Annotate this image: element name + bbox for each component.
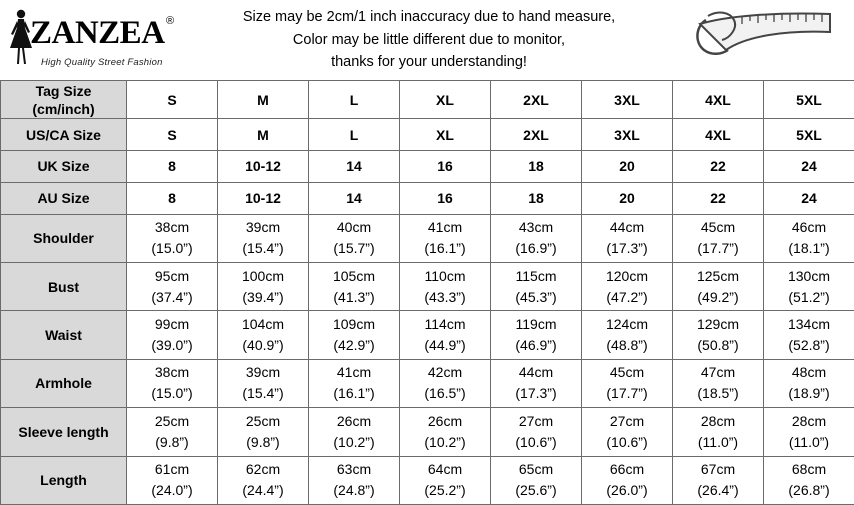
measurement-cell <box>673 359 764 407</box>
cm-value: 95cm <box>154 267 190 284</box>
size-cell: 10-12 <box>218 150 309 182</box>
brand-logo <box>6 6 176 70</box>
row-label-text: Tag Size <box>35 82 92 99</box>
measurement-cell <box>218 359 309 407</box>
size-cell: 24 <box>764 182 854 214</box>
inch-value: (39.0”) <box>151 337 193 354</box>
inch-value: (25.6”) <box>515 482 557 499</box>
size-cell: 5XL <box>764 81 854 119</box>
cm-value: 130cm <box>787 267 831 284</box>
cm-value: 65cm <box>518 461 554 478</box>
cm-value: 43cm <box>518 219 554 236</box>
size-chart-table <box>0 80 854 505</box>
size-cell: 2XL <box>491 119 582 151</box>
size-row <box>1 182 854 214</box>
row-label <box>1 81 127 119</box>
inch-value: (11.0”) <box>788 433 830 450</box>
cm-value: 40cm <box>336 219 372 236</box>
cm-value: 26cm <box>427 412 463 429</box>
inch-value: (47.2”) <box>606 288 648 305</box>
cm-value: 44cm <box>518 364 554 381</box>
measurement-row <box>1 311 854 359</box>
inch-value: (10.6”) <box>515 433 557 450</box>
measurement-cell <box>400 311 491 359</box>
inch-value: (41.3”) <box>333 288 375 305</box>
measurement-cell <box>491 359 582 407</box>
measurement-cell <box>400 408 491 456</box>
measurement-cell <box>400 359 491 407</box>
row-label: Shoulder <box>1 214 127 262</box>
notice-line: thanks for your understanding! <box>331 54 527 70</box>
size-cell: XL <box>400 81 491 119</box>
size-cell: M <box>218 81 309 119</box>
size-cell: 18 <box>491 182 582 214</box>
inch-value: (10.6”) <box>606 433 648 450</box>
inch-value: (9.8”) <box>155 433 189 450</box>
inch-value: (16.9”) <box>515 240 557 257</box>
measurement-cell <box>582 263 673 311</box>
measurement-row <box>1 214 854 262</box>
size-cell: 4XL <box>673 119 764 151</box>
row-label-text: AU Size <box>37 190 90 207</box>
measurement-cell <box>309 359 400 407</box>
measurement-cell <box>127 456 218 504</box>
measurement-cell <box>127 263 218 311</box>
inch-value: (15.0”) <box>151 385 193 402</box>
cm-value: 63cm <box>336 461 372 478</box>
inch-value: (16.1”) <box>333 385 375 402</box>
measurement-cell <box>218 311 309 359</box>
size-cell: 8 <box>127 150 218 182</box>
cm-value: 25cm <box>154 412 190 429</box>
measurement-notice <box>200 6 658 74</box>
cm-value: 110cm <box>424 267 466 284</box>
size-row <box>1 119 854 151</box>
size-cell: 2XL <box>491 81 582 119</box>
size-row <box>1 81 854 119</box>
cm-value: 28cm <box>700 412 736 429</box>
inch-value: (24.0”) <box>151 482 193 499</box>
cm-value: 26cm <box>336 412 372 429</box>
cm-value: 45cm <box>700 219 736 236</box>
size-cell: L <box>309 81 400 119</box>
measurement-cell <box>309 408 400 456</box>
row-label: Armhole <box>1 359 127 407</box>
measurement-cell <box>491 263 582 311</box>
cm-value: 61cm <box>154 461 190 478</box>
size-cell: 16 <box>400 150 491 182</box>
inch-value: (44.9”) <box>424 337 466 354</box>
row-label-text: (cm/inch) <box>32 100 95 117</box>
cm-value: 114cm <box>424 316 466 333</box>
cm-value: 25cm <box>245 412 281 429</box>
size-cell: 22 <box>673 150 764 182</box>
inch-value: (17.3”) <box>515 385 557 402</box>
inch-value: (18.1”) <box>788 240 830 257</box>
measurement-cell <box>218 214 309 262</box>
brand-tagline: High Quality Street Fashion <box>41 57 163 68</box>
cm-value: 48cm <box>791 364 827 381</box>
cm-value: 41cm <box>336 364 372 381</box>
size-cell: 20 <box>582 182 673 214</box>
measurement-row <box>1 359 854 407</box>
inch-value: (17.3”) <box>606 240 648 257</box>
inch-value: (42.9”) <box>333 337 375 354</box>
inch-value: (52.8”) <box>788 337 830 354</box>
row-label: Length <box>1 456 127 504</box>
inch-value: (51.2”) <box>788 288 830 305</box>
measurement-cell <box>582 359 673 407</box>
size-cell: 4XL <box>673 81 764 119</box>
inch-value: (26.4”) <box>697 482 739 499</box>
inch-value: (26.0”) <box>606 482 648 499</box>
cm-value: 124cm <box>605 316 649 333</box>
header <box>0 0 854 80</box>
inch-value: (16.1”) <box>424 240 466 257</box>
cm-value: 44cm <box>609 219 645 236</box>
measurement-cell <box>127 408 218 456</box>
measurement-cell <box>764 214 854 262</box>
cm-value: 119cm <box>515 316 557 333</box>
cm-value: 109cm <box>332 316 376 333</box>
measurement-cell <box>582 214 673 262</box>
inch-value: (18.9”) <box>788 385 830 402</box>
measurement-cell <box>309 263 400 311</box>
inch-value: (43.3”) <box>424 288 466 305</box>
size-row <box>1 150 854 182</box>
cm-value: 64cm <box>427 461 463 478</box>
measurement-cell <box>764 456 854 504</box>
cm-value: 39cm <box>245 364 281 381</box>
row-label: Sleeve length <box>1 408 127 456</box>
size-cell: S <box>127 119 218 151</box>
size-cell: 18 <box>491 150 582 182</box>
inch-value: (15.4”) <box>242 240 284 257</box>
inch-value: (15.0”) <box>151 240 193 257</box>
cm-value: 62cm <box>245 461 281 478</box>
measuring-tape-icon <box>686 6 836 72</box>
inch-value: (24.8”) <box>333 482 375 499</box>
measurement-cell <box>127 311 218 359</box>
cm-value: 28cm <box>791 412 827 429</box>
notice-line: Size may be 2cm/1 inch inaccuracy due to hand measure, <box>242 9 616 25</box>
inch-value: (45.3”) <box>515 288 557 305</box>
cm-value: 125cm <box>696 267 740 284</box>
cm-value: 41cm <box>427 219 463 236</box>
inch-value: (15.7”) <box>333 240 375 257</box>
row-label-text: UK Size <box>37 158 90 175</box>
measurement-cell <box>309 456 400 504</box>
row-label: Waist <box>1 311 127 359</box>
measurement-cell <box>400 263 491 311</box>
measurement-cell <box>764 408 854 456</box>
brand-name: ZANZEA <box>30 15 165 51</box>
measurement-cell <box>673 408 764 456</box>
size-cell: 24 <box>764 150 854 182</box>
measurement-cell <box>673 263 764 311</box>
cm-value: 66cm <box>609 461 645 478</box>
size-cell: XL <box>400 119 491 151</box>
cm-value: 104cm <box>241 316 285 333</box>
measurement-row <box>1 263 854 311</box>
measurement-cell <box>491 408 582 456</box>
cm-value: 27cm <box>609 412 645 429</box>
row-label <box>1 119 127 151</box>
size-cell: 14 <box>309 182 400 214</box>
row-label <box>1 150 127 182</box>
size-cell: S <box>127 81 218 119</box>
cm-value: 38cm <box>154 219 190 236</box>
notice-line: Color may be little different due to monitor, <box>292 31 566 48</box>
inch-value: (40.9”) <box>242 337 284 354</box>
cm-value: 120cm <box>605 267 649 284</box>
measurement-cell <box>491 311 582 359</box>
inch-value: (39.4”) <box>242 288 284 305</box>
measurement-row <box>1 408 854 456</box>
cm-value: 115cm <box>515 267 557 284</box>
inch-value: (24.4”) <box>242 482 284 499</box>
measurement-cell <box>673 456 764 504</box>
measurement-cell <box>582 311 673 359</box>
inch-value: (50.8”) <box>697 337 739 354</box>
inch-value: (10.2”) <box>424 433 466 450</box>
size-cell: 22 <box>673 182 764 214</box>
measurement-cell <box>400 214 491 262</box>
cm-value: 105cm <box>332 267 376 284</box>
measurement-cell <box>582 408 673 456</box>
measurement-cell <box>764 359 854 407</box>
inch-value: (17.7”) <box>697 240 739 257</box>
cm-value: 27cm <box>518 412 554 429</box>
cm-value: 68cm <box>791 461 827 478</box>
cm-value: 100cm <box>241 267 285 284</box>
size-cell: 3XL <box>582 119 673 151</box>
measurement-cell <box>673 214 764 262</box>
size-cell: 3XL <box>582 81 673 119</box>
inch-value: (11.0”) <box>697 433 739 450</box>
size-cell: 20 <box>582 150 673 182</box>
size-cell: 8 <box>127 182 218 214</box>
inch-value: (16.5”) <box>424 385 466 402</box>
size-cell: 14 <box>309 150 400 182</box>
measurement-cell <box>491 456 582 504</box>
inch-value: (10.2”) <box>333 433 375 450</box>
inch-value: (26.8”) <box>788 482 830 499</box>
row-label <box>1 182 127 214</box>
size-cell: 10-12 <box>218 182 309 214</box>
measurement-cell <box>218 263 309 311</box>
cm-value: 45cm <box>609 364 645 381</box>
measurement-row <box>1 456 854 504</box>
measurement-cell <box>218 408 309 456</box>
inch-value: (49.2”) <box>697 288 739 305</box>
cm-value: 42cm <box>427 364 463 381</box>
size-cell: L <box>309 119 400 151</box>
inch-value: (15.4”) <box>242 385 284 402</box>
measurement-cell <box>491 214 582 262</box>
measurement-cell <box>127 214 218 262</box>
cm-value: 129cm <box>696 316 740 333</box>
inch-value: (48.8”) <box>606 337 648 354</box>
inch-value: (17.7”) <box>606 385 648 402</box>
cm-value: 99cm <box>154 316 190 333</box>
cm-value: 67cm <box>700 461 736 478</box>
registered-mark: ® <box>166 15 175 27</box>
cm-value: 38cm <box>154 364 190 381</box>
measurement-cell <box>218 456 309 504</box>
cm-value: 39cm <box>245 219 281 236</box>
cm-value: 46cm <box>791 219 827 236</box>
measurement-cell <box>582 456 673 504</box>
inch-value: (9.8”) <box>246 433 280 450</box>
inch-value: (25.2”) <box>424 482 466 499</box>
measurement-cell <box>764 263 854 311</box>
measurement-cell <box>127 359 218 407</box>
measurement-cell <box>764 311 854 359</box>
row-label: Bust <box>1 263 127 311</box>
size-cell: 16 <box>400 182 491 214</box>
size-cell: 5XL <box>764 119 854 151</box>
size-cell: M <box>218 119 309 151</box>
cm-value: 47cm <box>700 364 736 381</box>
measurement-cell <box>400 456 491 504</box>
measurement-cell <box>309 214 400 262</box>
inch-value: (37.4”) <box>151 288 193 305</box>
row-label-text: US/CA Size <box>26 126 101 143</box>
inch-value: (18.5”) <box>697 385 739 402</box>
inch-value: (46.9”) <box>515 337 557 354</box>
measurement-cell <box>673 311 764 359</box>
cm-value: 134cm <box>787 316 831 333</box>
measurement-cell <box>309 311 400 359</box>
